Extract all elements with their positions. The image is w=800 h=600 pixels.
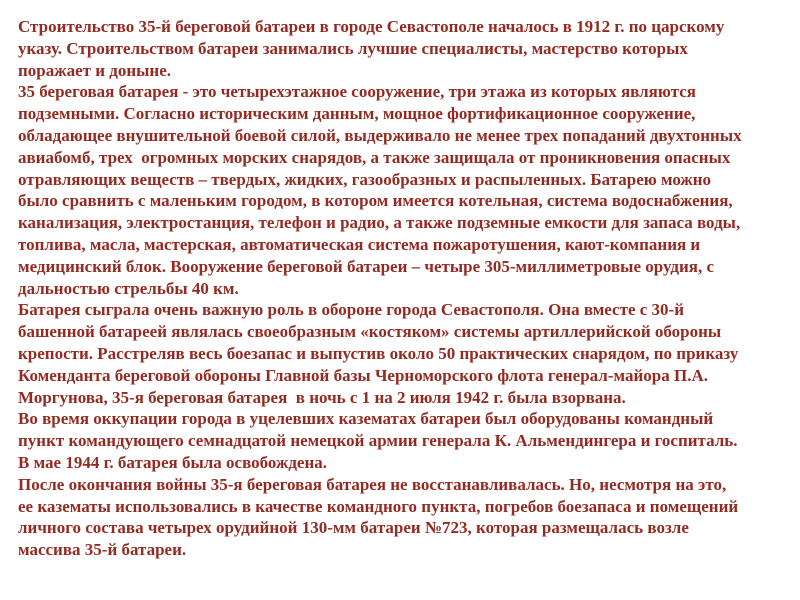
text-line: Во время оккупации города в уцелевших казематах батареи был оборудованы командный bbox=[18, 409, 714, 429]
text-line: 35 береговая батарея - это четырехэтажное сооружение, три этажа из которых являются bbox=[18, 82, 696, 102]
text-line: Коменданта береговой обороны Главной базы Черноморского флота генерал-майора П.А. bbox=[18, 365, 708, 385]
text-line: указу. Строительством батареи занимались лучшие специалисты, мастерство которых bbox=[18, 38, 688, 58]
body-text bbox=[18, 16, 792, 561]
text-line: медицинский блок. Вооружение береговой батареи – четыре 305-миллиметровые орудия, с bbox=[18, 256, 715, 276]
text-line: личного состава четырех орудийной 130-мм батареи №723, которая размещалась возле bbox=[18, 518, 689, 538]
text-line: топлива, масла, мастерская, автоматическая система пожаротушения, кают-компания и bbox=[18, 234, 701, 254]
text-line: массива 35-й батареи. bbox=[18, 540, 187, 560]
text-line: авиабомб, трех огромных морских снарядов, а также защищала от проникновения опасных bbox=[18, 147, 731, 167]
text-line: дальностью стрельбы 40 км. bbox=[18, 278, 239, 298]
text-line: отравляющих веществ – твердых, жидких, газообразных и распыленных. Батарею можно bbox=[18, 169, 712, 189]
text-line: Моргунова, 35-я береговая батарея в ночь с 1 на 2 июля 1942 г. была взорвана. bbox=[18, 387, 626, 407]
text-line: канализация, электростанция, телефон и радио, а также подземные емкости для запаса воды, bbox=[18, 213, 741, 233]
text-line: пункт командующего семнадцатой немецкой армии генерала К. Альмендингера и госпиталь. bbox=[18, 431, 738, 451]
text-line: Строительство 35-й береговой батареи в городе Севастополе началось в 1912 г. по царскому bbox=[18, 17, 725, 36]
text-line: поражает и доныне. bbox=[18, 60, 172, 80]
text-line: башенной батареей являлась своеобразным «костяком» системы артиллерийской обороны bbox=[18, 322, 722, 342]
text-line: ее казематы использовались в качестве командного пункта, погребов боезапаса и помещений bbox=[18, 496, 739, 516]
text-line: крепости. Расстреляв весь боезапас и выпустив около 50 практических снарядом, по приказу bbox=[18, 343, 739, 363]
text-line: После окончания войны 35-я береговая батарея не восстанавливалась. Но, несмотря на это, bbox=[18, 474, 727, 494]
text-line: Батарея сыграла очень важную роль в обороне города Севастополя. Она вместе с 30-й bbox=[18, 300, 684, 320]
text-line: подземными. Согласно историческим данным, мощное фортификационное сооружение, bbox=[18, 104, 696, 124]
text-line: обладающее внушительной боевой силой, выдерживало не менее трех попаданий двухтонных bbox=[18, 125, 742, 145]
text-line: В мае 1944 г. батарея была освобождена. bbox=[18, 452, 328, 472]
text-line: было сравнить с маленьким городом, в котором имеется котельная, система водоснабжения, bbox=[18, 191, 733, 211]
